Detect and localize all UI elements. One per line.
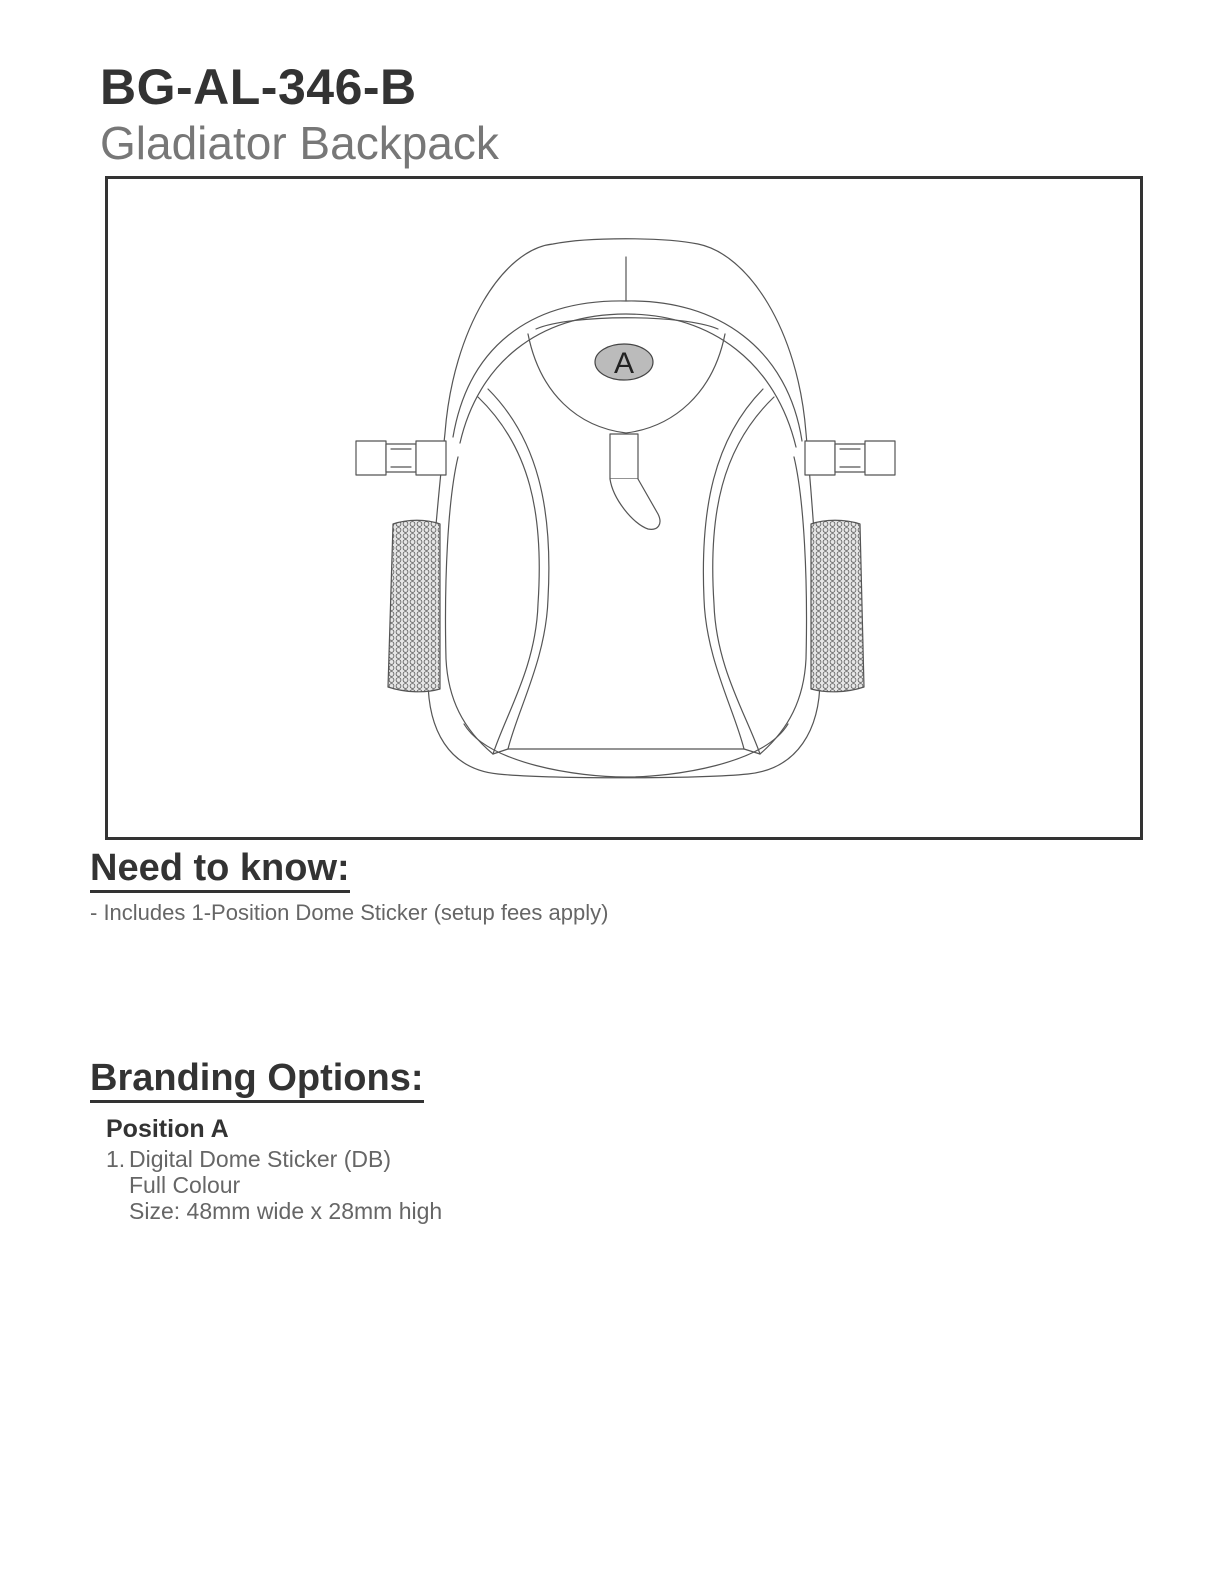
position-marker-label: A [613, 347, 635, 380]
backpack-illustration [108, 179, 1140, 837]
right-side-panel [760, 457, 807, 754]
option-colour: Full Colour [129, 1172, 241, 1198]
left-buckle [356, 441, 446, 475]
product-name: Gladiator Backpack [100, 117, 499, 169]
left-mesh-pocket [388, 520, 440, 692]
option-number: 1. [106, 1146, 126, 1172]
zipper-pull [610, 479, 660, 529]
position-a-title: Position A [106, 1115, 229, 1143]
branding-options-heading: Branding Options: [90, 1056, 424, 1103]
position-marker-a [595, 344, 653, 380]
option-size: Size: 48mm wide x 28mm high [129, 1198, 443, 1224]
option-name-line [106, 1146, 442, 1172]
right-mesh-pocket [811, 520, 864, 692]
product-image-frame [105, 176, 1143, 840]
product-code: BG-AL-346-B [100, 59, 417, 115]
branding-option [106, 1146, 442, 1224]
zipper-tab [610, 434, 638, 479]
need-to-know-item: - Includes 1-Position Dome Sticker (setup fees apply) [90, 900, 609, 925]
left-side-panel [446, 457, 494, 754]
option-name: Digital Dome Sticker (DB) [129, 1146, 391, 1172]
need-to-know-heading: Need to know: [90, 846, 350, 893]
right-buckle [805, 441, 895, 475]
